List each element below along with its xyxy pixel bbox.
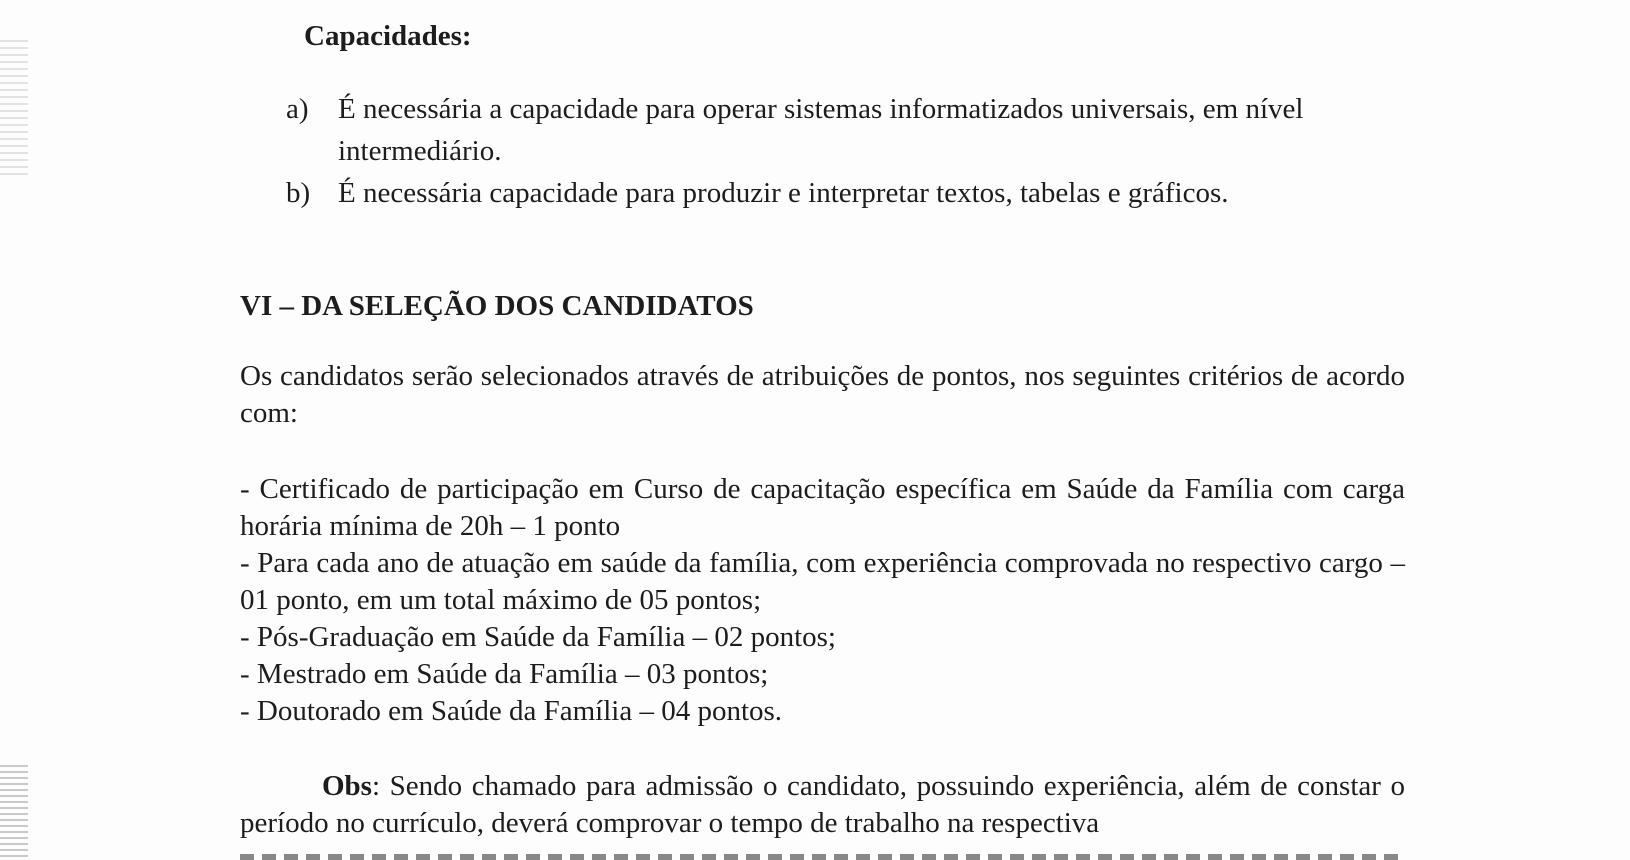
- criteria-item: - Doutorado em Saúde da Família – 04 pontos.: [240, 695, 783, 727]
- obs-label: Obs: [322, 770, 372, 802]
- criteria-list: [240, 471, 1405, 730]
- obs-paragraph: [240, 768, 1405, 842]
- criteria-item: - Mestrado em Saúde da Família – 03 pontos;: [240, 658, 769, 690]
- intro-paragraph: Os candidatos serão selecionados através de atribuições de pontos, nos seguintes critérios de acordo com:: [240, 360, 1405, 429]
- criteria-item: - Pós-Graduação em Saúde da Família – 02 pontos;: [240, 621, 836, 653]
- list-item: [286, 172, 1386, 214]
- scan-artifact-top: [0, 40, 28, 180]
- criteria-item: - Para cada ano de atuação em saúde da família, com experiência comprovada no respectivo cargo – 01 ponto, em um total máximo de 05 pontos;: [240, 547, 1405, 616]
- list-item-text: É necessária a capacidade para operar sistemas informatizados universais, em nível intermediário.: [338, 93, 1304, 167]
- capacidades-heading: Capacidades:: [304, 20, 472, 52]
- obs-text: : Sendo chamado para admissão o candidato, possuindo experiência, além de constar o período no currículo, deverá comprovar o tempo de trabalho na respectiva: [240, 770, 1405, 839]
- list-item: [286, 88, 1386, 172]
- list-marker: b): [286, 177, 311, 209]
- capacidades-list: [286, 88, 1386, 214]
- scan-artifact-bottom: [0, 765, 28, 860]
- cut-off-text-line: [240, 842, 1405, 860]
- list-item-text: É necessária capacidade para produzir e interpretar textos, tabelas e gráficos.: [338, 177, 1229, 209]
- list-marker: a): [286, 93, 309, 125]
- criteria-item: - Certificado de participação em Curso de capacitação específica em Saúde da Família com carga horária mínima de 20h – 1 ponto: [240, 473, 1405, 542]
- section-title: VI – DA SELEÇÃO DOS CANDIDATOS: [240, 290, 754, 322]
